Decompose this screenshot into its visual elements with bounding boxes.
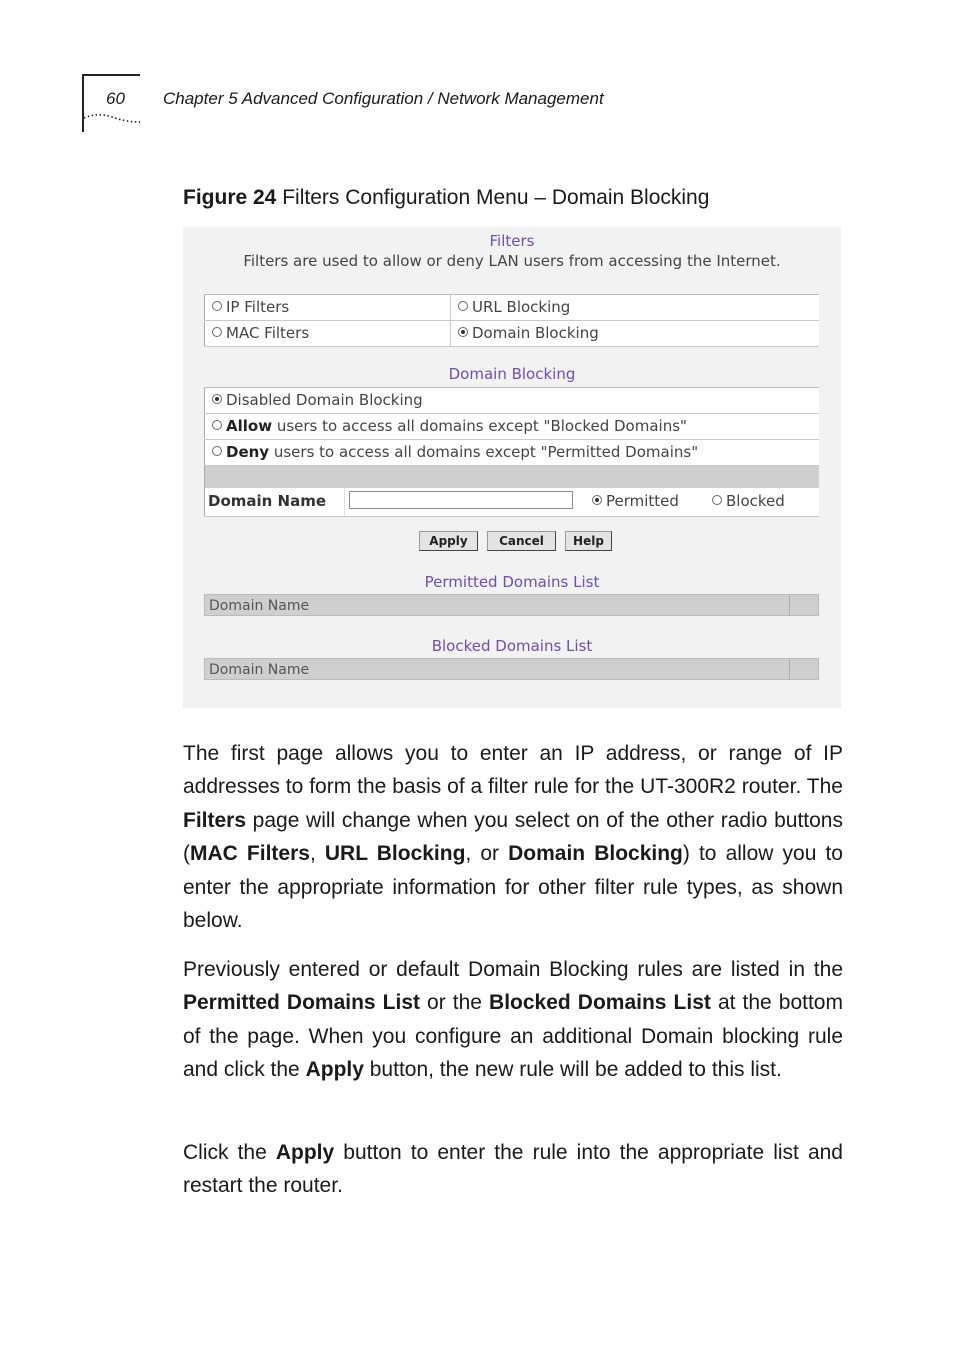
domain-name-row (204, 488, 819, 517)
option-allow[interactable] (204, 414, 819, 440)
permitted-option[interactable] (584, 488, 679, 513)
radio-url-blocking[interactable] (458, 301, 468, 311)
radio-blocked[interactable] (712, 495, 722, 505)
permitted-list-header (204, 594, 819, 616)
filters-description: Filters are used to allow or deny LAN users from accessing the Internet. (243, 252, 781, 270)
radio-ip-filters[interactable] (212, 301, 222, 311)
domain-blocking-options (204, 387, 819, 517)
option-deny-label: users to access all domains except "Permitted Domains" (269, 443, 699, 461)
filters-title: Filters (489, 232, 535, 250)
filter-mac[interactable] (204, 321, 309, 346)
radio-deny[interactable] (212, 446, 222, 456)
permitted-list-title: Permitted Domains List (424, 573, 600, 591)
permitted-list-column: Domain Name (209, 598, 310, 614)
filter-ip-label: IP Filters (226, 298, 290, 316)
filter-url[interactable] (450, 295, 570, 320)
radio-domain-blocking[interactable] (458, 327, 468, 337)
permitted-label: Permitted (606, 492, 679, 510)
radio-permitted[interactable] (592, 495, 602, 505)
separator-row (204, 466, 819, 488)
blocked-list-header (204, 658, 819, 680)
filters-screenshot (183, 227, 841, 708)
page-number: 60 (106, 89, 125, 108)
filter-domain-label: Domain Blocking (472, 324, 599, 342)
filter-domain[interactable] (450, 321, 599, 346)
blocked-list-title: Blocked Domains List (431, 637, 593, 655)
paragraph-3: Click the Apply button to enter the rule into the appropriate list and restart the router. (183, 1141, 843, 1198)
option-deny[interactable] (204, 440, 819, 466)
apply-button[interactable]: Apply (419, 531, 478, 551)
domain-name-input[interactable] (349, 491, 573, 509)
domain-blocking-title: Domain Blocking (448, 365, 576, 383)
option-disabled-label: Disabled Domain Blocking (226, 391, 423, 409)
filter-type-grid (204, 294, 819, 347)
help-button[interactable]: Help (565, 531, 612, 551)
blocked-option[interactable] (704, 488, 785, 513)
filter-mac-label: MAC Filters (226, 324, 310, 342)
option-disabled[interactable] (204, 388, 819, 414)
paragraph-1: The first page allows you to enter an IP address, or range of IP addresses to form the basis of a filter rule for the UT-300R2 router. The Filters page will change when you select on of the other radio buttons (MAC Filters, URL Blocking, or Domain Blocking) to allow you to enter the appropriate information for other filter rule types, as shown below. (183, 742, 843, 933)
option-allow-label: users to access all domains except "Blocked Domains" (272, 417, 687, 435)
filter-url-label: URL Blocking (472, 298, 571, 316)
cancel-button[interactable]: Cancel (487, 531, 556, 551)
option-allow-bold: Allow (226, 417, 273, 435)
figure-caption-text: Filters Configuration Menu – Domain Blocking (282, 186, 710, 209)
filter-ip[interactable] (204, 295, 289, 320)
radio-mac-filters[interactable] (212, 327, 222, 337)
radio-allow[interactable] (212, 420, 222, 430)
figure-label: Figure 24 (183, 186, 277, 209)
blocked-list-column: Domain Name (209, 662, 310, 678)
filter-row-1 (204, 295, 819, 321)
domain-name-label: Domain Name (208, 492, 327, 510)
blocked-label: Blocked (726, 492, 785, 510)
radio-disabled[interactable] (212, 394, 222, 404)
option-deny-bold: Deny (226, 443, 270, 461)
paragraph-2: Previously entered or default Domain Blocking rules are listed in the Permitted Domains List or the Blocked Domains List at the bottom of the page. When you configure an additional Domain blocking rule and click the Apply button, the new rule will be added to this list. (183, 958, 843, 1082)
figure-caption (183, 186, 709, 210)
filter-row-2 (204, 321, 819, 347)
chapter-title: Chapter 5 Advanced Configuration / Network Management (163, 89, 604, 108)
